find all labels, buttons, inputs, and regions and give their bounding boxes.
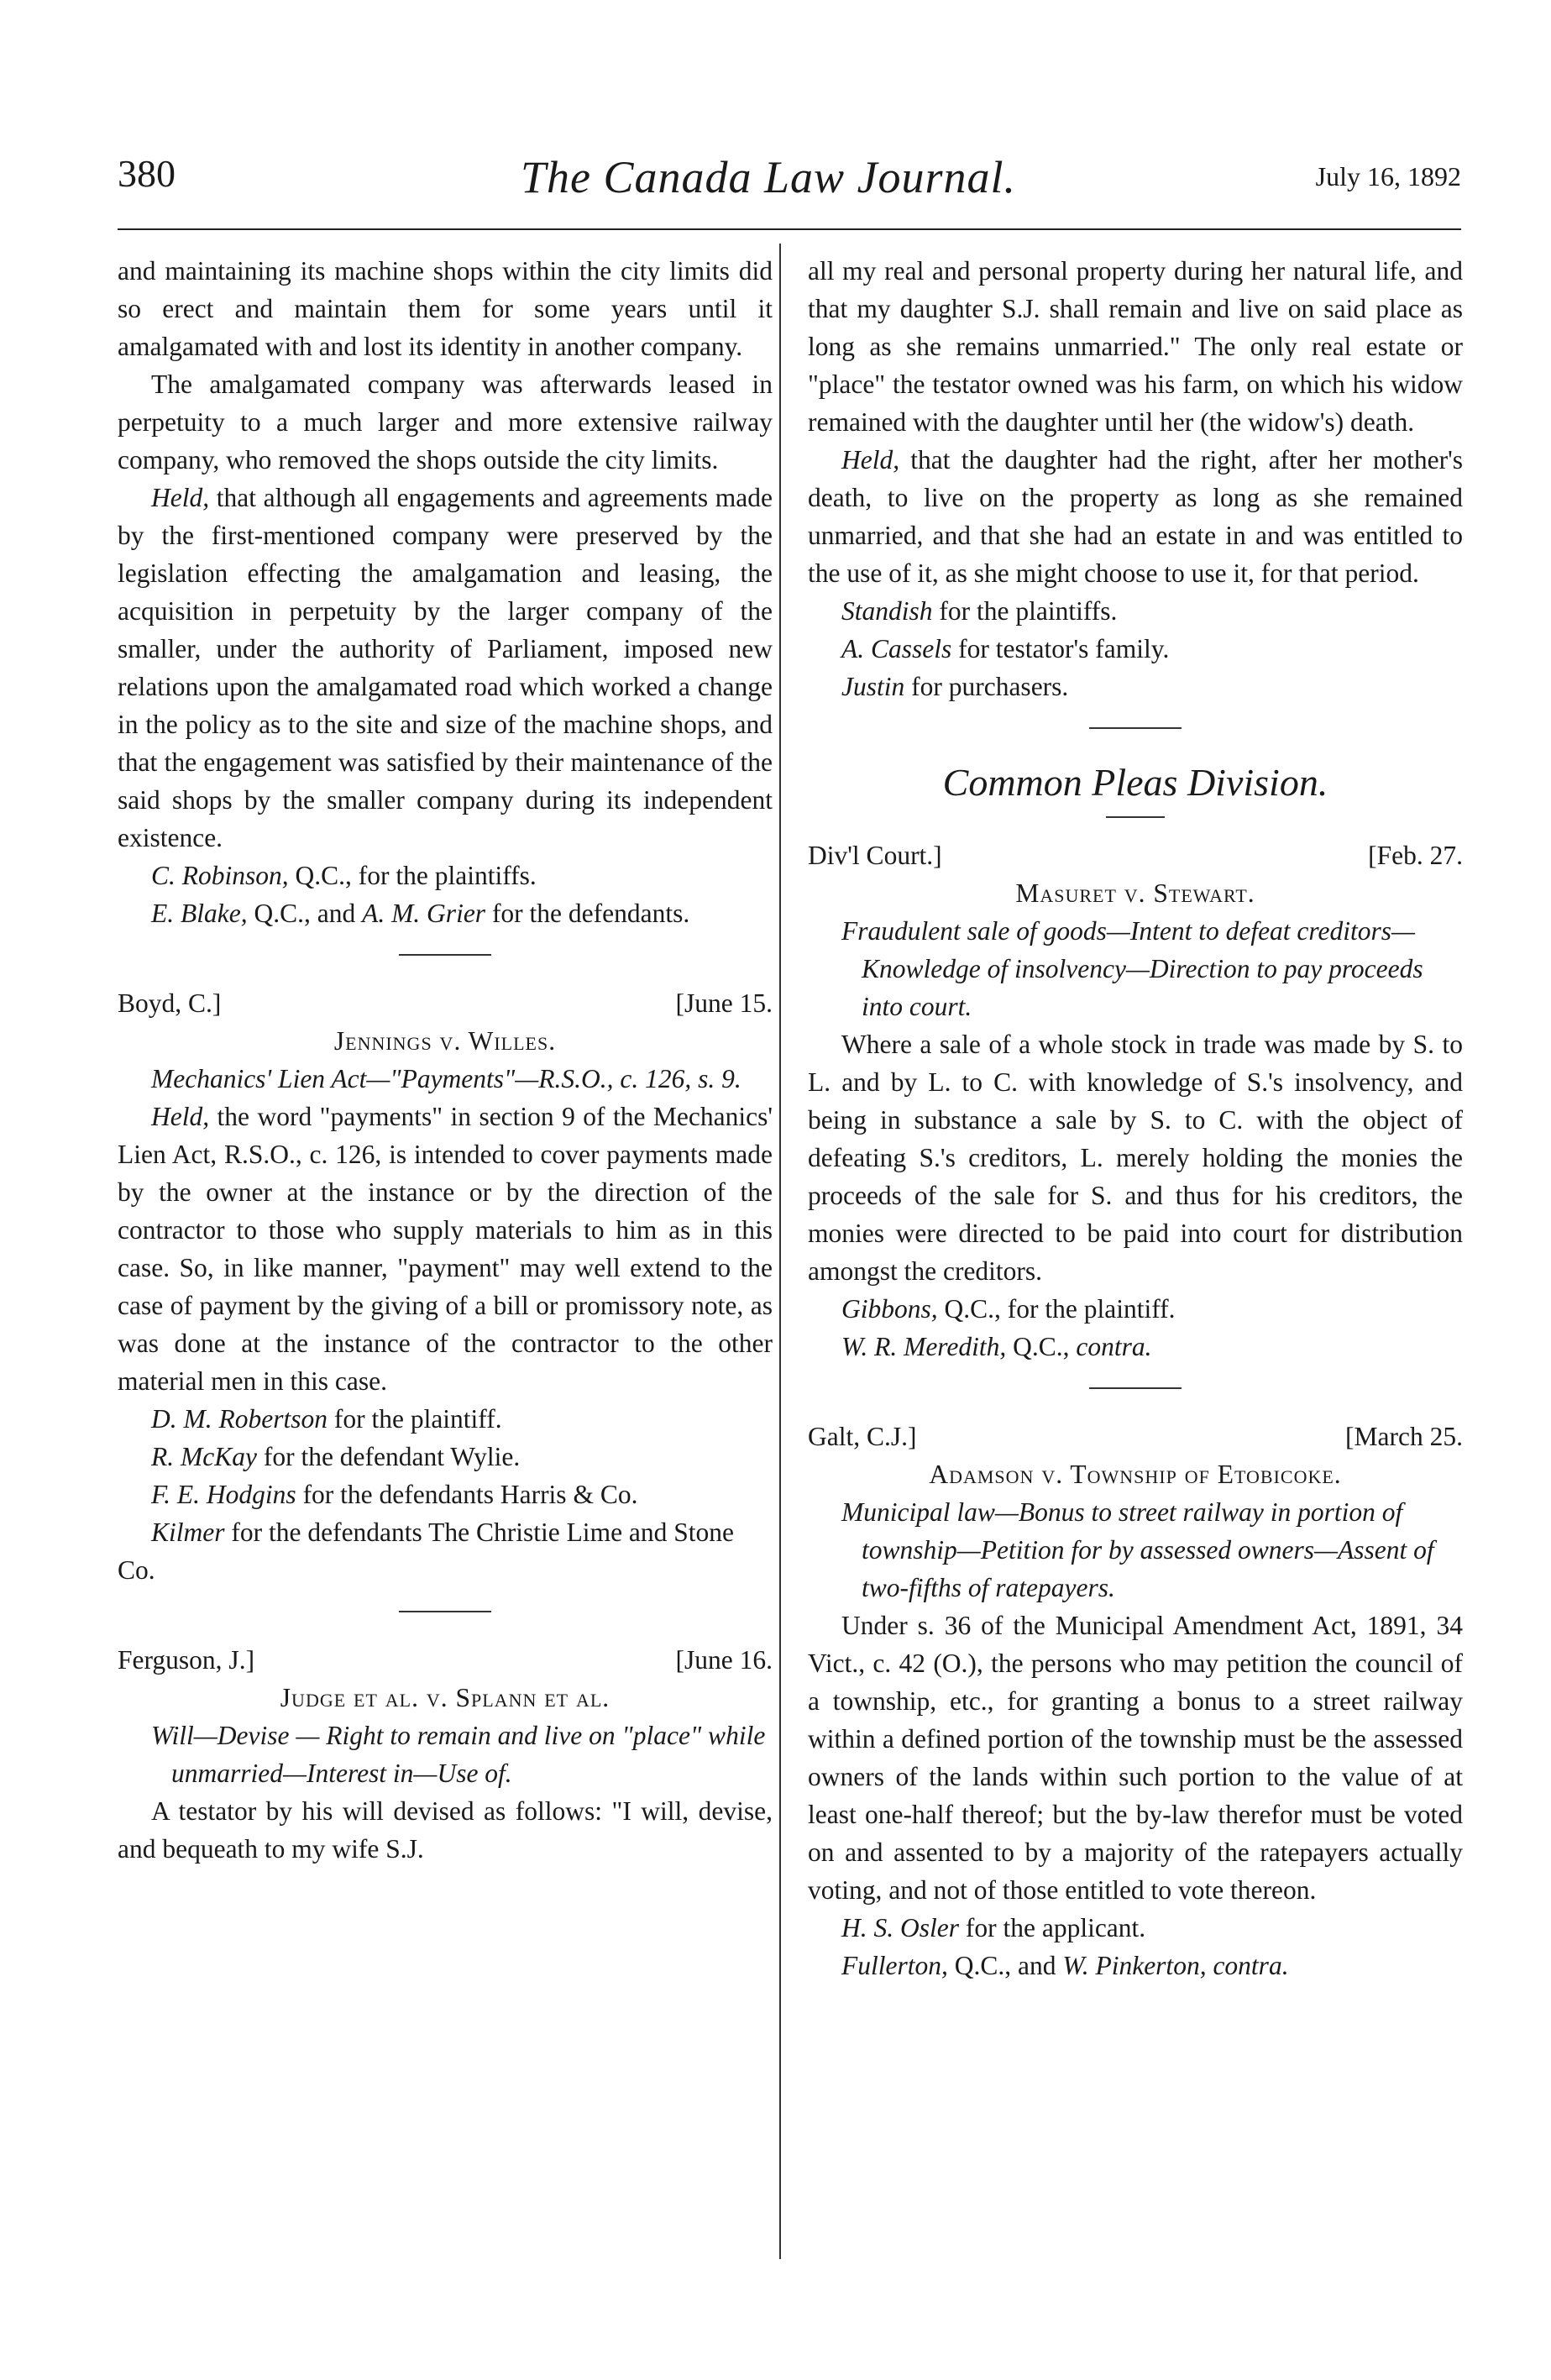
case-date: [Feb. 27. bbox=[1368, 841, 1463, 870]
case-judge: Galt, C.J.] bbox=[808, 1422, 917, 1451]
counsel-name: R. McKay bbox=[151, 1442, 257, 1471]
held-paragraph bbox=[118, 1098, 773, 1400]
held-text: the word "payments" in section 9 of the Mechanics' Lien Act, R.S.O., c. 126, is intended to cover payments made by the owner at the instance or by the direction of the contractor to those who supply materials to him as in this case. So, in like manner, "payment" may well extend to the case of payment by the giving of a bill or promissory note, as was done at the instance of the contractor to the other material men in this case. bbox=[118, 1102, 773, 1396]
counsel-name: Fullerton, bbox=[841, 1951, 948, 1980]
case-date: [June 15. bbox=[675, 988, 773, 1018]
counsel-name: E. Blake, bbox=[151, 899, 248, 928]
section-separator bbox=[1106, 816, 1165, 818]
case-judge: Boyd, C.] bbox=[118, 988, 222, 1018]
counsel-role: Q.C., for the plaintiffs. bbox=[295, 861, 537, 890]
right-column bbox=[808, 252, 1463, 1984]
header-rule bbox=[118, 228, 1461, 230]
case-name: Adamson v. Township of Etobicoke. bbox=[929, 1460, 1342, 1489]
section-separator bbox=[399, 1611, 491, 1612]
counsel-line bbox=[118, 1400, 773, 1438]
counsel-name: W. R. Meredith, bbox=[841, 1332, 1007, 1361]
counsel-line bbox=[118, 1438, 773, 1476]
counsel-line bbox=[808, 1328, 1463, 1366]
case-court: Div'l Court.] bbox=[808, 841, 942, 870]
counsel-line bbox=[118, 1513, 773, 1589]
column-divider bbox=[779, 244, 781, 2259]
held-label: Held, bbox=[151, 1102, 210, 1131]
case-name: Masuret v. Stewart. bbox=[1015, 878, 1255, 908]
counsel-line bbox=[118, 1476, 773, 1513]
counsel-name: C. Robinson, bbox=[151, 861, 289, 890]
counsel-line bbox=[808, 1947, 1463, 1984]
case-header bbox=[808, 836, 1463, 874]
case-date: [March 25. bbox=[1345, 1422, 1463, 1451]
counsel-line bbox=[118, 857, 773, 894]
counsel-contra: contra. bbox=[1076, 1332, 1152, 1361]
counsel-role: Q.C., for the plaintiff. bbox=[944, 1294, 1176, 1324]
counsel-name: H. S. Osler bbox=[841, 1913, 959, 1942]
counsel-name: Standish bbox=[841, 596, 933, 626]
counsel-role: for the defendants Harris & Co. bbox=[302, 1480, 638, 1509]
counsel-name: D. M. Robertson bbox=[151, 1404, 327, 1434]
issue-date: July 16, 1892 bbox=[1315, 161, 1461, 191]
counsel-line bbox=[808, 1290, 1463, 1328]
held-label: Held, bbox=[841, 445, 900, 474]
page-number: 380 bbox=[118, 152, 176, 195]
held-text: that although all engagements and agreements made by the first-mentioned company were preserved by the legislation effecting the amalgamation and leasing, the acquisition in perpetuity by the larger company of the smaller, under the authority of Parliament, imposed new relations upon the amalgamated road which worked a change in the policy as to the site and size of the machine shops, and that the engagement was satisfied by their maintenance of the said shops by the smaller company during its independent existence. bbox=[118, 483, 773, 852]
paragraph: Under s. 36 of the Municipal Amendment Act, 1891, 34 Vict., c. 42 (O.), the persons who may petition the council of a township, etc., for granting a bonus to a street railway within a defined portion of the township must be the assessed owners of the lands within such portion to the value of at least one-half thereof; but the by-law therefor must be voted on and assented to by a majority of the ratepayers actually voting, and not of those entitled to vote thereon. bbox=[808, 1611, 1463, 1905]
case-headnote: Will—Devise — Right to remain and live on "place" while unmarried—Interest in—Use of. bbox=[151, 1721, 766, 1788]
counsel-line bbox=[808, 630, 1463, 668]
counsel-role: for the plaintiff. bbox=[333, 1404, 502, 1434]
counsel-contra: contra. bbox=[1213, 1951, 1289, 1980]
counsel-name: A. M. Grier bbox=[362, 899, 486, 928]
held-label: Held, bbox=[151, 483, 210, 512]
counsel-line bbox=[808, 1909, 1463, 1947]
paragraph: The amalgamated company was afterwards leased in perpetuity to a much larger and more extensive railway company, who removed the shops outside the city limits. bbox=[118, 370, 773, 474]
counsel-name: Kilmer bbox=[151, 1518, 225, 1547]
counsel-role: for the plaintiffs. bbox=[939, 596, 1118, 626]
left-column bbox=[118, 252, 773, 1868]
case-date: [June 16. bbox=[675, 1645, 773, 1675]
journal-title: The Canada Law Journal. bbox=[521, 152, 1017, 202]
case-headnote: Mechanics' Lien Act—"Payments"—R.S.O., c. 126, s. 9. bbox=[151, 1064, 741, 1093]
paragraph: A testator by his will devised as follows: "I will, devise, and bequeath to my wife S.J. bbox=[118, 1796, 773, 1864]
counsel-line bbox=[808, 592, 1463, 630]
case-headnote: Fraudulent sale of goods—Intent to defeat creditors—Knowledge of insolvency—Direction to pay proceeds into court. bbox=[841, 916, 1423, 1021]
held-text: that the daughter had the right, after her mother's death, to live on the property as long as she remained unmarried, and that she had an estate in and was entitled to the use of it, as she might choose to use it, for that period. bbox=[808, 445, 1464, 588]
counsel-role: for testator's family. bbox=[958, 634, 1170, 663]
case-name: Judge et al. v. Splann et al. bbox=[280, 1683, 610, 1712]
section-separator bbox=[399, 954, 491, 956]
paragraph: and maintaining its machine shops within the city limits did so erect and maintain them for some years until it amalgamated with and lost its identity in another company. bbox=[118, 256, 773, 361]
section-separator bbox=[1089, 727, 1182, 729]
counsel-name: Gibbons, bbox=[841, 1294, 938, 1324]
case-headnote: Municipal law—Bonus to street railway in portion of township—Petition for by assessed owners—Assent of two-fifths of ratepayers. bbox=[841, 1497, 1434, 1602]
counsel-role: for the defendant Wylie. bbox=[263, 1442, 521, 1471]
held-paragraph bbox=[118, 479, 773, 857]
page-header bbox=[118, 151, 1461, 218]
counsel-role: Q.C., and bbox=[954, 1951, 1056, 1980]
paragraph: all my real and personal property during her natural life, and that my daughter S.J. shall remain and live on said place as long as she remains unmarried." The only real estate or "place" the testator owned was his farm, on which his widow remained with the daughter until her (the widow's) death. bbox=[808, 256, 1463, 437]
counsel-name: Justin bbox=[841, 672, 905, 701]
counsel-name: F. E. Hodgins bbox=[151, 1480, 296, 1509]
section-separator bbox=[1089, 1387, 1182, 1389]
case-header bbox=[118, 984, 773, 1022]
case-name: Jennings v. Willes. bbox=[333, 1026, 557, 1056]
case-header bbox=[118, 1641, 773, 1679]
paragraph: Where a sale of a whole stock in trade was made by S. to L. and by L. to C. with knowledge of S.'s insolvency, and being in substance a sale by S. to C. with the object of defeating S.'s creditors, L. merely holding the monies the proceeds of the sale for S. and thus for his creditors, the monies were directed to be paid into court for distribution amongst the creditors. bbox=[808, 1030, 1463, 1286]
division-title: Common Pleas Division. bbox=[942, 761, 1328, 804]
counsel-role: for the defendants The Christie Lime and Stone Co. bbox=[118, 1518, 735, 1585]
counsel-line bbox=[808, 668, 1463, 705]
case-judge: Ferguson, J.] bbox=[118, 1645, 255, 1675]
counsel-role: for the defendants. bbox=[491, 899, 690, 928]
counsel-role: Q.C., and bbox=[254, 899, 356, 928]
counsel-role: for purchasers. bbox=[911, 672, 1069, 701]
counsel-name: W. Pinkerton, bbox=[1062, 1951, 1207, 1980]
counsel-role: Q.C., bbox=[1013, 1332, 1070, 1361]
counsel-role: for the applicant. bbox=[965, 1913, 1146, 1942]
held-paragraph bbox=[808, 441, 1463, 592]
case-header bbox=[808, 1418, 1463, 1455]
counsel-line bbox=[118, 894, 773, 932]
counsel-name: A. Cassels bbox=[841, 634, 952, 663]
